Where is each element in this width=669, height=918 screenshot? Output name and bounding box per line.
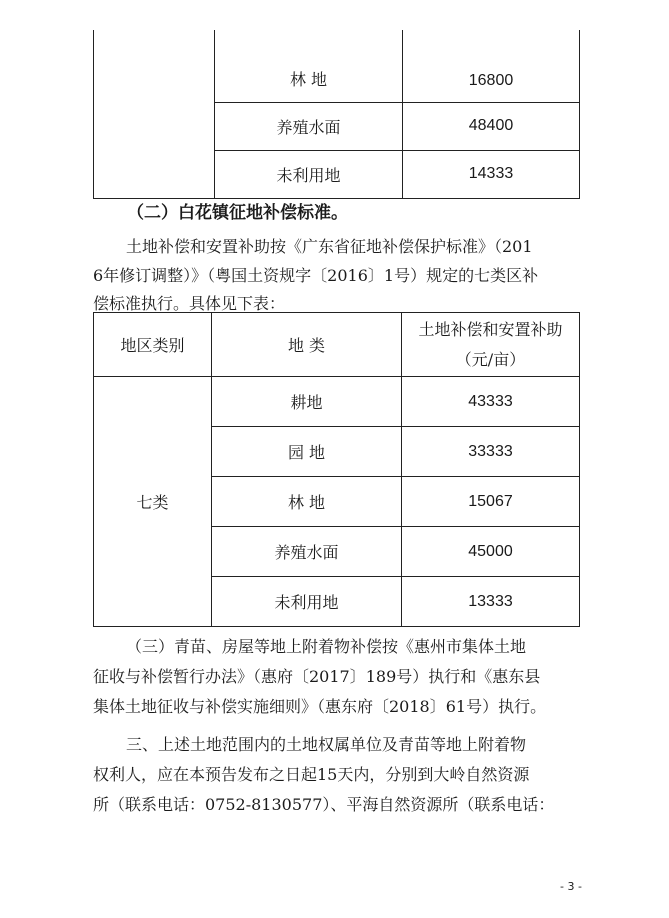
land-type-cell: 园 地 <box>212 427 402 477</box>
paragraph-line: 土地补偿和安置补助按《广东省征地补偿保护标准》（201 <box>126 237 533 256</box>
page-number: - 3 - <box>560 880 582 893</box>
land-type-cell: 林 地 <box>212 477 402 527</box>
amount-cell: 13333 <box>402 577 580 627</box>
header-compensation <box>402 313 580 377</box>
section-heading: （二）白花镇征地补偿标准。 <box>127 203 348 223</box>
header-region: 地区类别 <box>94 313 212 377</box>
amount-cell: 48400 <box>403 102 580 150</box>
land-type-cell: 未利用地 <box>215 150 403 198</box>
paragraph-line: 权利人，应在本预告发布之日起15天内，分别到大岭自然资源 <box>93 765 530 784</box>
amount-cell: 45000 <box>402 527 580 577</box>
amount-cell: 14333 <box>403 150 580 198</box>
region-cell: 七类 <box>94 377 212 627</box>
land-type-cell: 未利用地 <box>212 577 402 627</box>
paragraph-line: 征收与补偿暂行办法》（惠府〔2017〕189号）执行和《惠东县 <box>93 667 541 686</box>
header-land-type: 地 类 <box>212 313 402 377</box>
table-header-row <box>94 313 580 377</box>
table-row <box>94 377 580 427</box>
paragraph-line: 集体土地征收与补偿实施细则》（惠东府〔2018〕61号）执行。 <box>93 697 547 716</box>
paragraph-line: 偿标准执行。具体见下表： <box>93 294 286 313</box>
compensation-table-continued <box>93 30 580 199</box>
paragraph-line: 三、上述土地范围内的土地权属单位及青苗等地上附着物 <box>126 735 527 754</box>
amount-cell: 16800 <box>403 30 580 102</box>
table-row <box>94 30 580 102</box>
header-compensation-unit: （元/亩） <box>455 349 526 369</box>
land-type-cell: 养殖水面 <box>212 527 402 577</box>
compensation-table <box>93 312 580 627</box>
amount-cell: 33333 <box>402 427 580 477</box>
header-compensation-title: 土地补偿和安置补助 <box>418 319 563 339</box>
paragraph-line: （三）青苗、房屋等地上附着物补偿按《惠州市集体土地 <box>126 637 527 656</box>
paragraph-line: 6年修订调整）》（粤国土资规字〔2016〕1号）规定的七类区补 <box>93 266 539 285</box>
land-type-cell: 养殖水面 <box>215 102 403 150</box>
land-type-cell: 耕地 <box>212 377 402 427</box>
paragraph-line: 所（联系电话：0752-8130577）、平海自然资源所（联系电话： <box>93 795 555 814</box>
land-type-cell: 林 地 <box>215 30 403 102</box>
amount-cell: 15067 <box>402 477 580 527</box>
amount-cell: 43333 <box>402 377 580 427</box>
region-cell <box>94 30 215 198</box>
